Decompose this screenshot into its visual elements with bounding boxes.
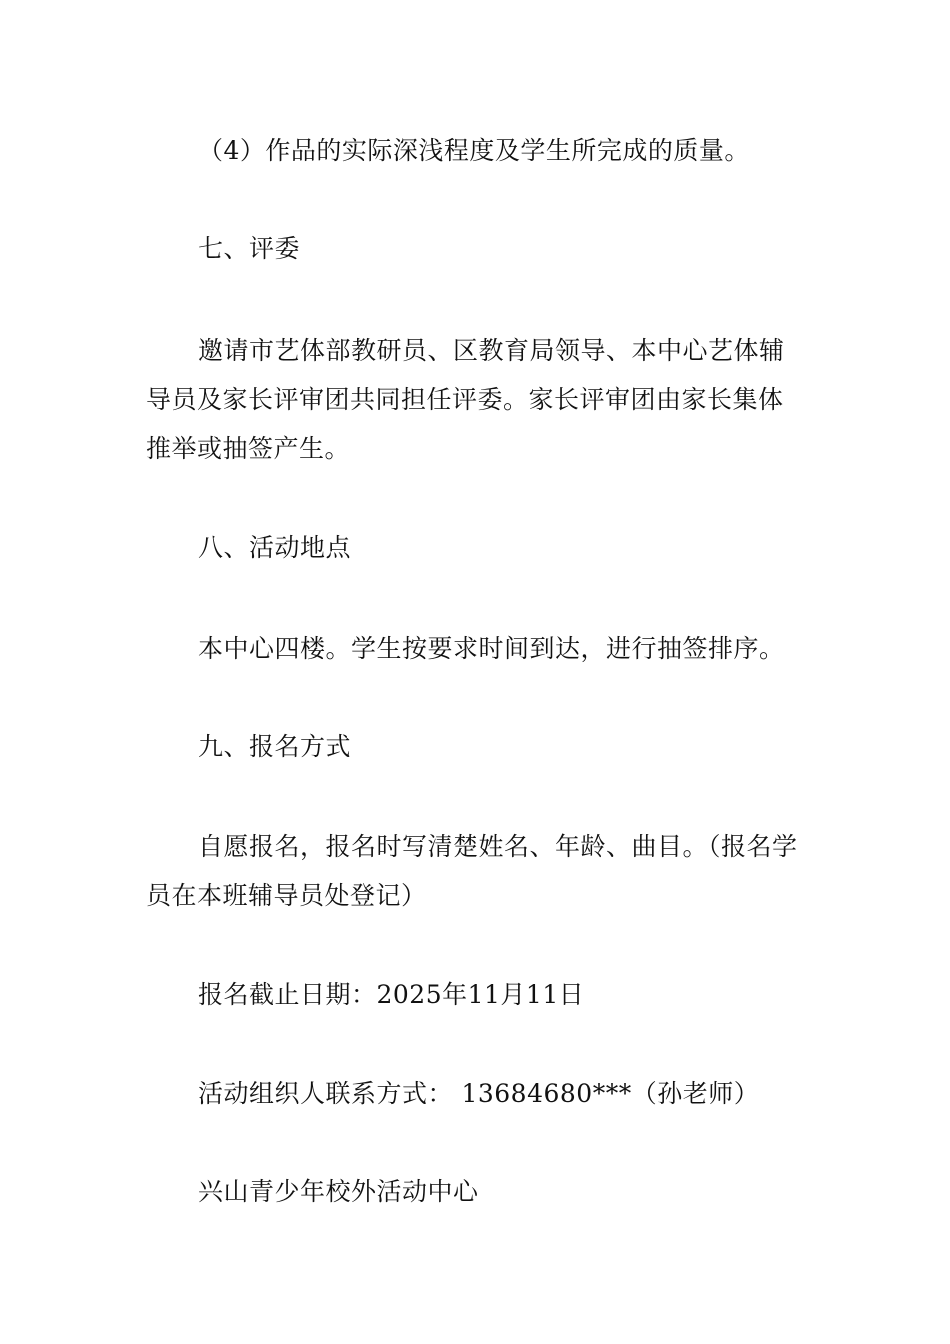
section-heading-judges: 七、评委	[198, 234, 301, 263]
location-paragraph: 本中心四楼。学生按要求时间到达，进行抽签排序。	[198, 634, 785, 663]
registration-deadline: 报名截止日期：2025年11月11日	[198, 980, 585, 1009]
criteria-item-4: （4）作品的实际深浅程度及学生所完成的质量。	[198, 136, 750, 165]
contact-info: 活动组织人联系方式： 13684680***（孙老师）	[198, 1079, 760, 1108]
judges-paragraph: 邀请市艺体部教研员、区教育局领导、本中心艺体辅导员及家长评审团共同担任评委。家长评审团由家长集体推举或抽签产生。	[146, 336, 785, 463]
registration-paragraph: 自愿报名，报名时写清楚姓名、年龄、曲目。（报名学员在本班辅导员处登记）	[146, 832, 798, 910]
section-heading-location: 八、活动地点	[198, 533, 352, 562]
organizer-name: 兴山青少年校外活动中心	[198, 1177, 479, 1206]
section-heading-registration: 九、报名方式	[198, 732, 352, 761]
